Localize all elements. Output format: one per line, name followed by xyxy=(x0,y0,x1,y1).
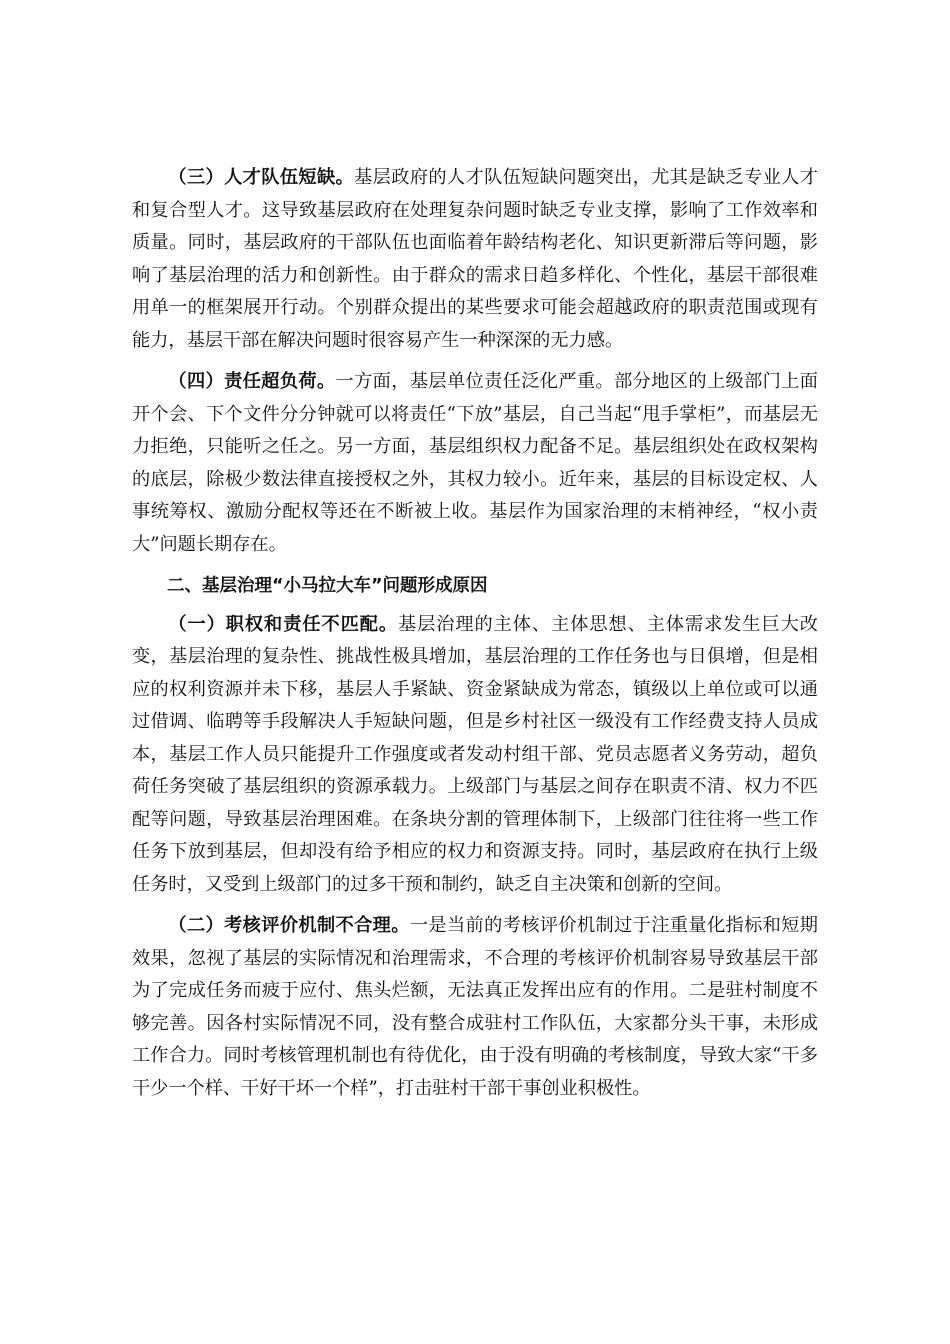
paragraph-evaluation-mechanism xyxy=(132,910,818,1105)
paragraph-talent-shortage xyxy=(132,162,818,357)
document-page xyxy=(132,162,818,1114)
paragraph-lead: （三）人才队伍短缺。 xyxy=(168,167,355,188)
paragraph-responsibility-overload xyxy=(132,366,818,561)
paragraph-lead: （四）责任超负荷。 xyxy=(168,371,336,392)
paragraph-text: 基层治理的主体、主体思想、主体需求发生巨大改变，基层治理的复杂性、挑战性极具增加，基层治理的工作任务也与日俱增，但是相应的权利资源并未下移，基层人手紧缺、资金紧缺成为常态，镇级以上单位或可以通过借调、临聘等手段解决人手短缺问题，但是乡村社区一级没有工作经费支持人员成本，基层工作人员只能提升工作强度或者发动村组干部、党员志愿者义务劳动，超负荷任务突破了基层组织的资源承载力。上级部门与基层之间存在职责不清、权力不匹配等问题，导致基层治理困难。在条块分割的管理体制下，上级部门往往将一些工作任务下放到基层，但却没有给予相应的权力和资源支持。同时，基层政府在执行上级任务时，又受到上级部门的过多干预和制约，缺乏自主决策和创新的空间。 xyxy=(132,613,818,895)
paragraph-text: 基层政府的人才队伍短缺问题突出，尤其是缺乏专业人才和复合型人才。这导致基层政府在处理复杂问题时缺乏专业支撑，影响了工作效率和质量。同时，基层政府的干部队伍也面临着年龄结构老化、知识更新滞后等问题，影响了基层治理的活力和创新性。由于群众的需求日趋多样化、个性化，基层干部很难用单一的框架展开行动。个别群众提出的某些要求可能会超越政府的职责范围或现有能力，基层干部在解决问题时很容易产生一种深深的无力感。 xyxy=(132,167,818,351)
paragraph-authority-mismatch xyxy=(132,609,818,902)
section-heading: 二、基层治理“小马拉大车”问题形成原因 xyxy=(167,576,488,596)
paragraph-lead: （一）职权和责任不匹配。 xyxy=(168,613,398,635)
paragraph-text: 一是当前的考核评价机制过于注重量化指标和短期效果，忽视了基层的实际情况和治理需求，不合理的考核评价机制容易导致基层干部为了完成任务而疲于应付、焦头烂额，无法真正发挥出应有的作用。二是驻村制度不够完善。因各村实际情况不同，没有整合成驻村工作队伍，大家都分头干事，未形成工作合力。同时考核管理机制也有待优化，由于没有明确的考核制度，导致大家“干多干少一个样、干好干坏一个样”，打击驻村干部干事创业积极性。 xyxy=(132,915,818,1099)
paragraph-text: 一方面，基层单位责任泛化严重。部分地区的上级部门上面开个会、下个文件分分钟就可以将责任“下放”基层，自己当起“甩手掌柜”，而基层无力拒绝，只能听之任之。另一方面，基层组织权力配备不足。基层组织处在政权架构的底层，除极少数法律直接授权之外，其权力较小。近年来，基层的目标设定权、人事统筹权、激励分配权等还在不断被上收。基层作为国家治理的末梢神经，“权小责大”问题长期存在。 xyxy=(132,371,818,555)
paragraph-lead: （二）考核评价机制不合理。 xyxy=(168,915,410,936)
